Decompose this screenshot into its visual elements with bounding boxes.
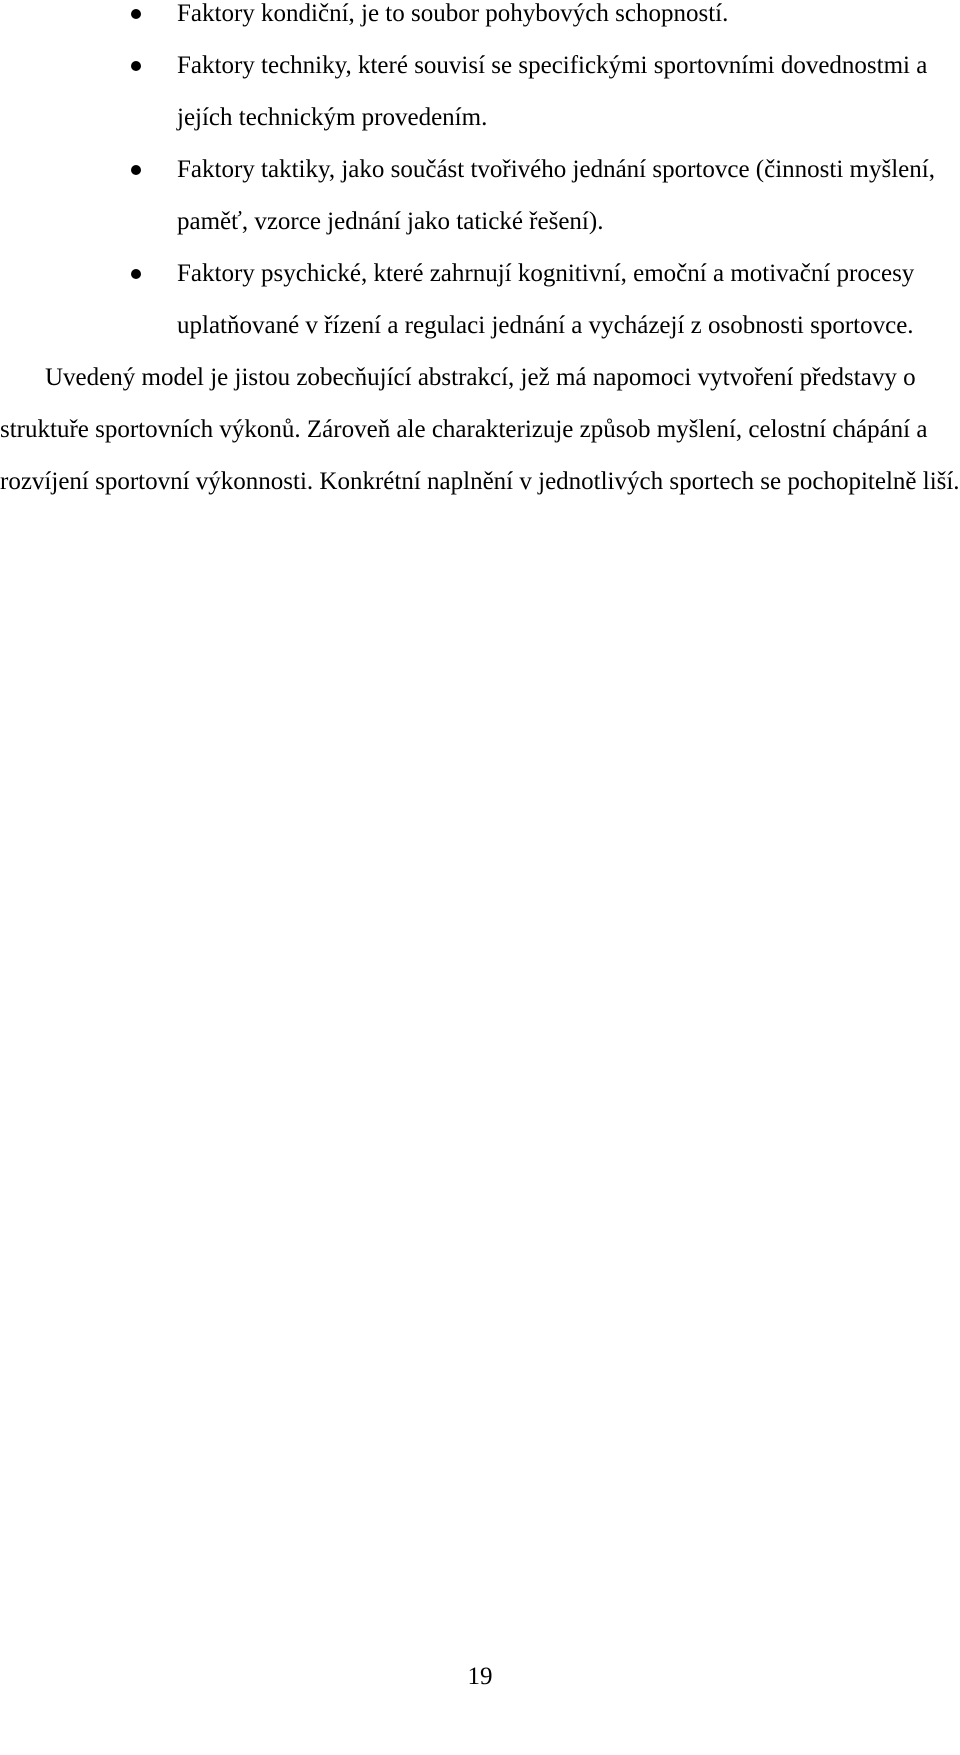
page-content — [0, 0, 960, 508]
list-item-text: Faktory taktiky, jako součást tvořivého jednání sportovce (činnosti myšlení, paměť, vzorce jednání jako tatické řešení). — [177, 156, 935, 235]
list-item — [0, 0, 960, 40]
list-item — [0, 144, 960, 248]
list-item-text: Faktory psychické, které zahrnují kognitivní, emoční a motivační procesy uplatňované v řízení a regulaci jednání a vycházejí z osobnosti sportovce. — [177, 260, 915, 339]
page-number: 19 — [467, 1663, 493, 1690]
body-paragraph: Uvedený model je jistou zobecňující abstrakcí, jež má napomoci vytvoření představy o struktuře sportovních výkonů. Zároveň ale charakterizuje způsob myšlení, celostní chápání a rozvíjení sportovní výkonnosti. Konkrétní naplnění v jednotlivých sportech se pochopitelně liší. — [0, 364, 960, 495]
bullet-icon — [131, 9, 141, 19]
list-item-text: Faktory kondiční, je to soubor pohybových schopností. — [177, 0, 729, 27]
bullet-icon — [131, 61, 141, 71]
list-item-text: Faktory techniky, které souvisí se specifickými sportovními dovednostmi a jejích technickým provedením. — [177, 52, 928, 131]
factor-list — [0, 0, 960, 352]
bullet-icon — [131, 269, 141, 279]
bullet-icon — [131, 165, 141, 175]
list-item — [0, 40, 960, 144]
list-item — [0, 248, 960, 352]
